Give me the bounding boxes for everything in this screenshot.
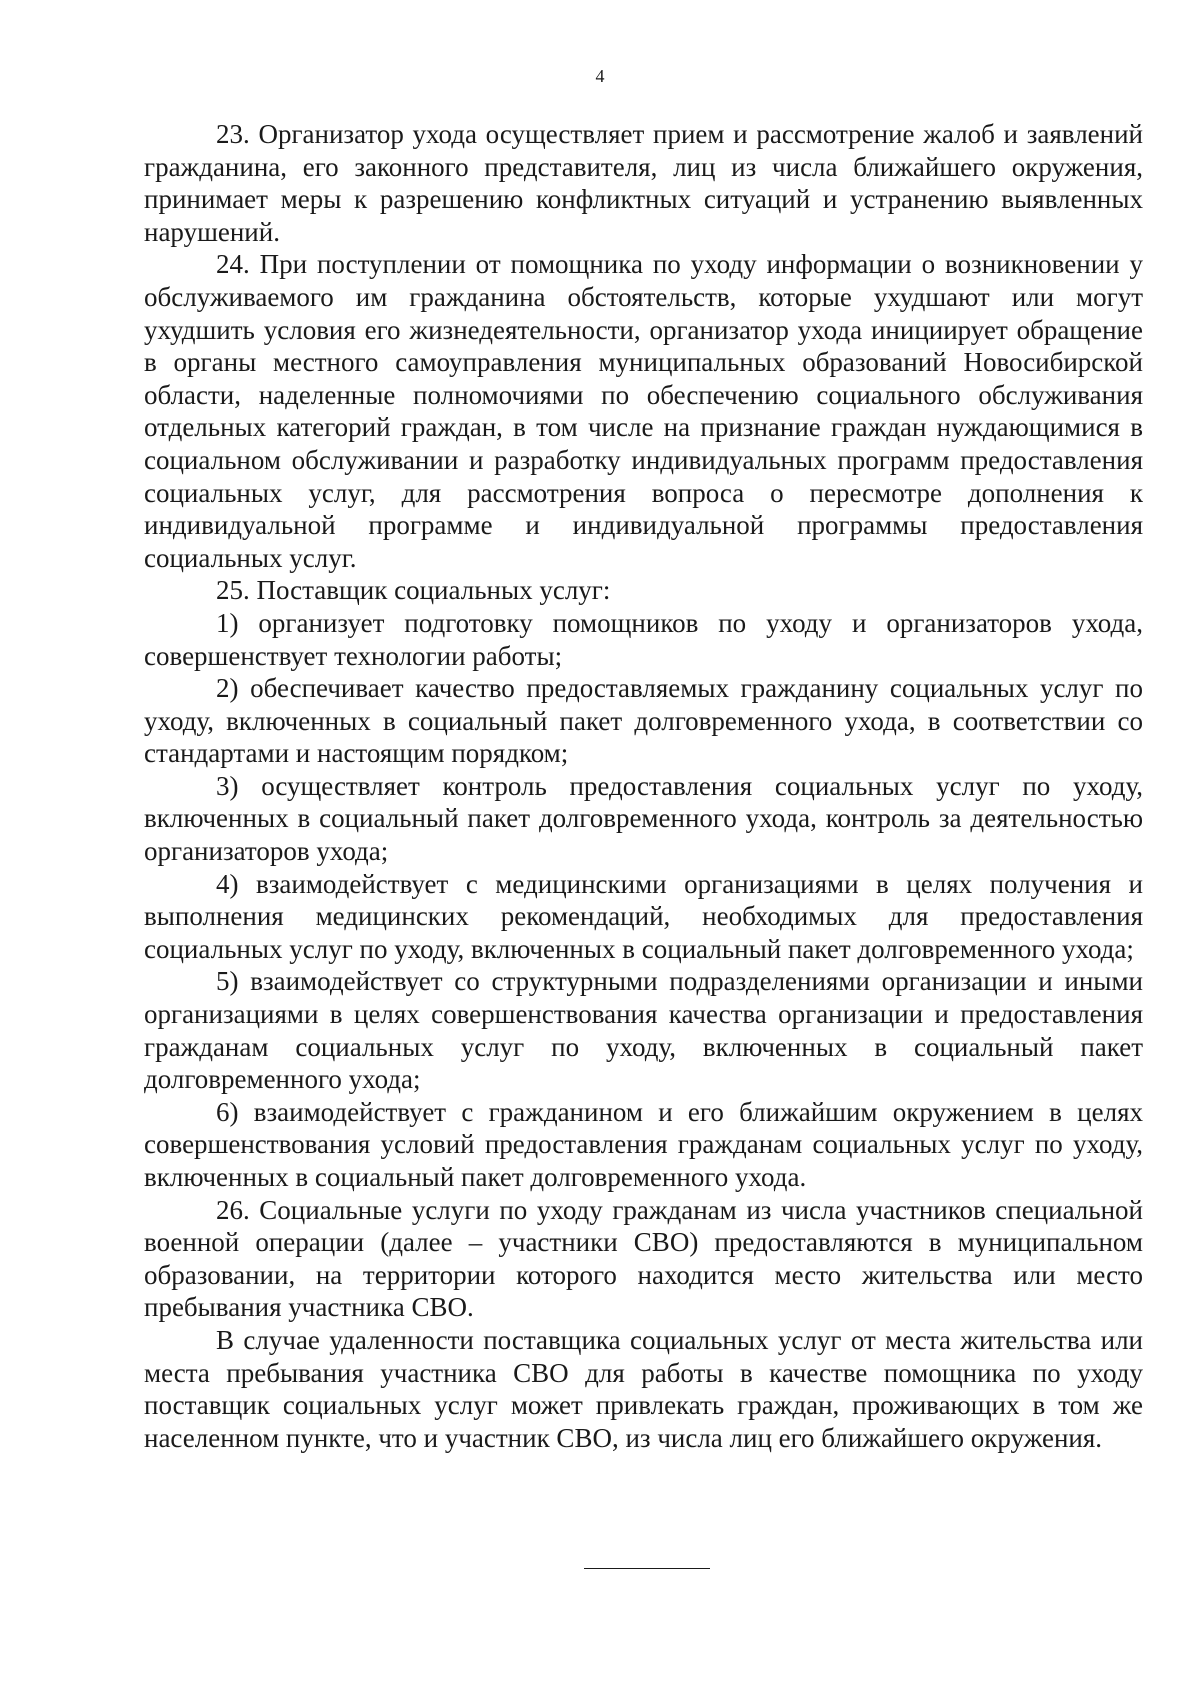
page-number: 4 bbox=[595, 66, 605, 86]
list-item-6: 6) взаимодействует с гражданином и его ближайшим окружением в целях совершенствования условий предоставления гражданам социальных услуг по уходу, включенных в социальный пакет долговременного ухода. bbox=[144, 1096, 1143, 1192]
end-separator-line bbox=[584, 1568, 710, 1569]
list-item-4: 4) взаимодействует с медицинскими организациями в целях получения и выполнения медицинских рекомендаций, необходимых для предоставления социальных услуг по уходу, включенных в социальный пакет долговременного ухода; bbox=[144, 868, 1143, 964]
paragraph-26-continuation: В случае удаленности поставщика социальных услуг от места жительства или места пребывания участника СВО для работы в качестве помощника по уходу поставщик социальных услуг может привлекать граждан, проживающих в том же населенном пункте, что и участник СВО, из числа лиц его ближайшего окружения. bbox=[144, 1324, 1143, 1453]
list-item-3: 3) осуществляет контроль предоставления социальных услуг по уходу, включенных в социальный пакет долговременного ухода, контроль за деятельностью организаторов ухода; bbox=[144, 770, 1143, 867]
paragraph-25-heading: 25. Поставщик социальных услуг: bbox=[216, 575, 611, 606]
paragraph-23: 23. Организатор ухода осуществляет прием и рассмотрение жалоб и заявлений гражданина, его законного представителя, лиц из числа ближайшего окружения, принимает меры к разрешению конфликтных ситуаций и устранению выявленных нарушений. bbox=[144, 119, 1143, 247]
list-item-1: 1) организует подготовку помощников по уходу и организаторов ухода, совершенствует технологии работы; bbox=[144, 607, 1143, 671]
list-item-2: 2) обеспечивает качество предоставляемых гражданину социальных услуг по уходу, включенных в социальный пакет долговременного ухода, в соответствии со стандартами и настоящим порядком; bbox=[144, 673, 1143, 769]
paragraph-24: 24. При поступлении от помощника по уходу информации о возникновении у обслуживаемого им гражданина обстоятельств, которые ухудшают или могут ухудшить условия его жизнедеятельности, организатор ухода инициирует обращение в органы местного самоуправления муниципальных образований Новосибирской области, наделенные полномочиями по обеспечению социального обслуживания отдельных категорий граждан, в том числе на признание граждан нуждающимися в социальном обслуживании и разработку индивидуальных программ предоставления социальных услуг, для рассмотрения вопроса о пересмотре дополнения к индивидуальной программе и индивидуальной программы предоставления социальных услуг. bbox=[144, 249, 1143, 573]
paragraph-26: 26. Социальные услуги по уходу гражданам из числа участников специальной военной операции (далее – участники СВО) предоставляются в муниципальном образовании, на территории которого находится место жительства или место пребывания участника СВО. bbox=[144, 1194, 1143, 1323]
document-body bbox=[144, 118, 1143, 1454]
list-item-5: 5) взаимодействует со структурными подразделениями организации и иными организациями в целях совершенствования качества организации и предоставления гражданам социальных услуг по уходу, включенных в социальный пакет долговременного ухода; bbox=[144, 966, 1143, 1095]
